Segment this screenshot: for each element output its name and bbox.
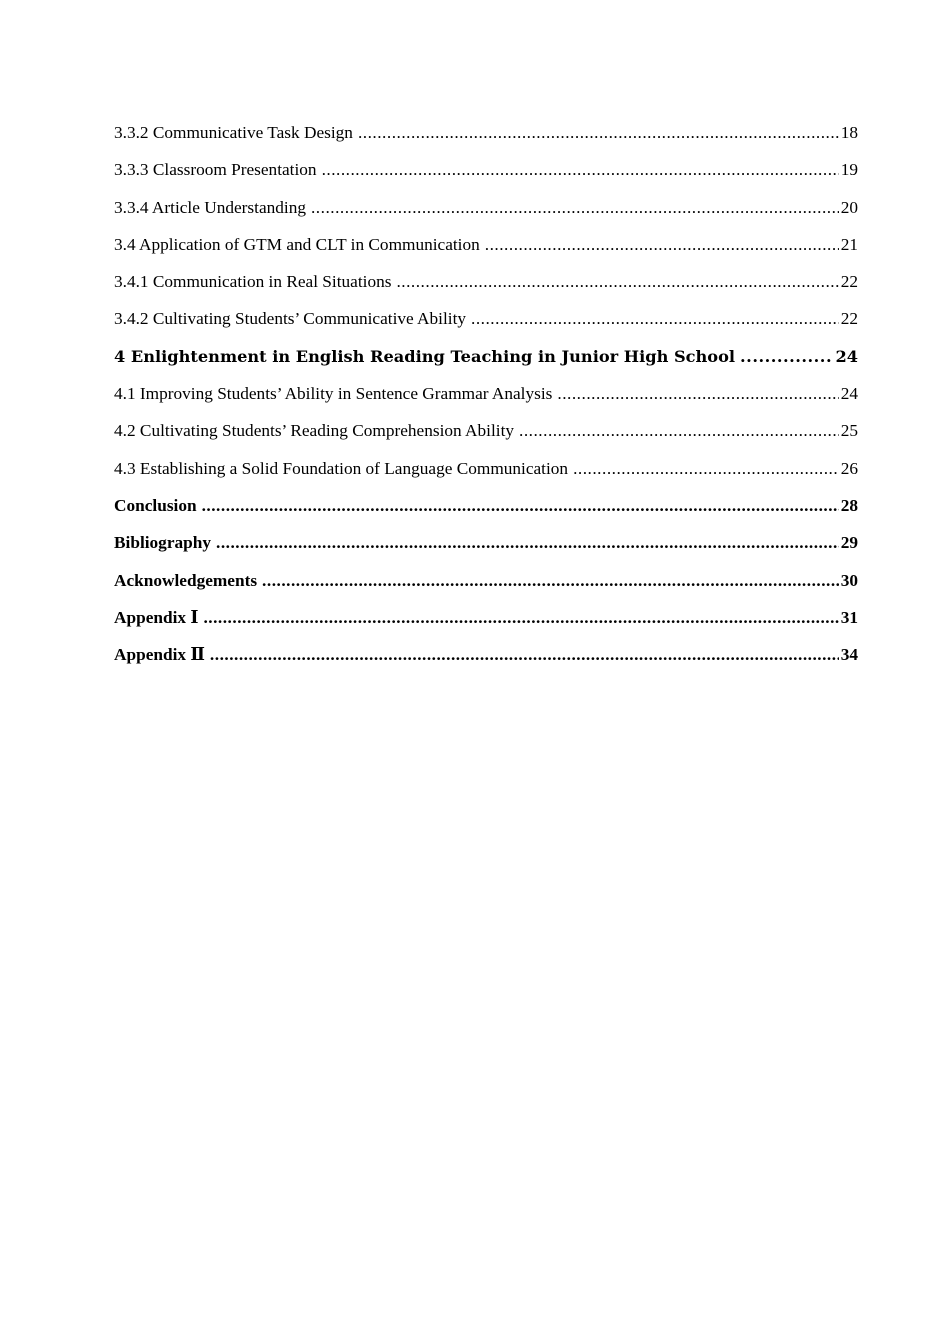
toc-dot-leader (203, 605, 838, 631)
toc-page-number: 18 (840, 123, 858, 142)
toc-entry-title: 3.3.4 Article Understanding (114, 197, 306, 217)
toc-entry-title: 4.1 Improving Students’ Ability in Sentence Grammar Analysis (114, 384, 553, 404)
toc-page-number: 25 (840, 421, 858, 441)
toc-entry-title: Conclusion (114, 495, 197, 515)
toc-entry-4-1[interactable] (114, 381, 858, 418)
toc-dot-leader (216, 530, 839, 556)
toc-dot-leader (202, 493, 839, 519)
toc-page-number: 24 (835, 346, 858, 366)
toc-entry-title: 3.4.2 Cultivating Students’ Communicative Ability (114, 309, 467, 329)
toc-entry-title: Bibliography (114, 533, 211, 553)
toc-dot-leader (262, 568, 839, 594)
toc-dot-leader (557, 381, 838, 407)
toc-dot-leader (519, 418, 839, 444)
toc-entry-4-2[interactable] (114, 418, 858, 455)
toc-dot-leader (573, 456, 839, 482)
toc-page-number: 22 (840, 272, 858, 292)
toc-page-number: 28 (840, 495, 858, 515)
toc-entry-acknowledgements[interactable] (114, 568, 858, 605)
toc-entry-3-3-4[interactable] (114, 195, 858, 232)
toc-dot-leader (485, 232, 839, 258)
toc-entry-conclusion[interactable] (114, 493, 858, 530)
table-of-contents (114, 120, 858, 679)
toc-page-number: 24 (840, 384, 858, 404)
toc-entry-3-3-2[interactable] (114, 120, 858, 157)
toc-page-number: 29 (840, 533, 858, 553)
toc-entry-chapter-4[interactable] (114, 344, 858, 381)
toc-dot-leader (210, 642, 839, 668)
toc-page-number: 19 (840, 160, 858, 180)
toc-dot-leader (740, 344, 833, 370)
toc-entry-title: Appendix Ⅱ (114, 645, 205, 665)
toc-page-number: 26 (840, 458, 858, 478)
toc-entry-title: Appendix Ⅰ (114, 607, 199, 627)
toc-page-number: 31 (840, 607, 858, 627)
toc-page-number: 30 (840, 570, 858, 590)
toc-entry-title: 4 Enlightenment in English Reading Teaching in Junior High School (114, 346, 736, 366)
toc-entry-title: 3.3.3 Classroom Presentation (114, 160, 317, 180)
toc-dot-leader (471, 306, 839, 332)
toc-entry-title: 4.3 Establishing a Solid Foundation of Language Communication (114, 458, 569, 478)
toc-entry-title: 3.3.2 Communicative Task Design (114, 123, 353, 142)
toc-entry-bibliography[interactable] (114, 530, 858, 567)
toc-entry-title: 4.2 Cultivating Students’ Reading Comprehension Ability (114, 421, 515, 441)
toc-entry-title: Acknowledgements (114, 570, 258, 590)
toc-entry-4-3[interactable] (114, 456, 858, 493)
toc-page-number: 22 (840, 309, 858, 329)
toc-dot-leader (322, 157, 839, 183)
toc-page-number: 21 (840, 234, 858, 254)
toc-dot-leader (396, 269, 838, 295)
toc-entry-title: 3.4 Application of GTM and CLT in Communication (114, 234, 480, 254)
toc-entry-appendix-2[interactable] (114, 642, 858, 679)
toc-page-number: 20 (840, 197, 858, 217)
toc-entry-3-4[interactable] (114, 232, 858, 269)
toc-entry-title: 3.4.1 Communication in Real Situations (114, 272, 392, 292)
toc-entry-appendix-1[interactable] (114, 605, 858, 642)
toc-entry-3-3-3[interactable] (114, 157, 858, 194)
toc-entry-3-4-2[interactable] (114, 306, 858, 343)
toc-dot-leader (358, 120, 839, 146)
toc-entry-3-4-1[interactable] (114, 269, 858, 306)
toc-page-number: 34 (840, 645, 858, 665)
toc-dot-leader (311, 195, 839, 221)
